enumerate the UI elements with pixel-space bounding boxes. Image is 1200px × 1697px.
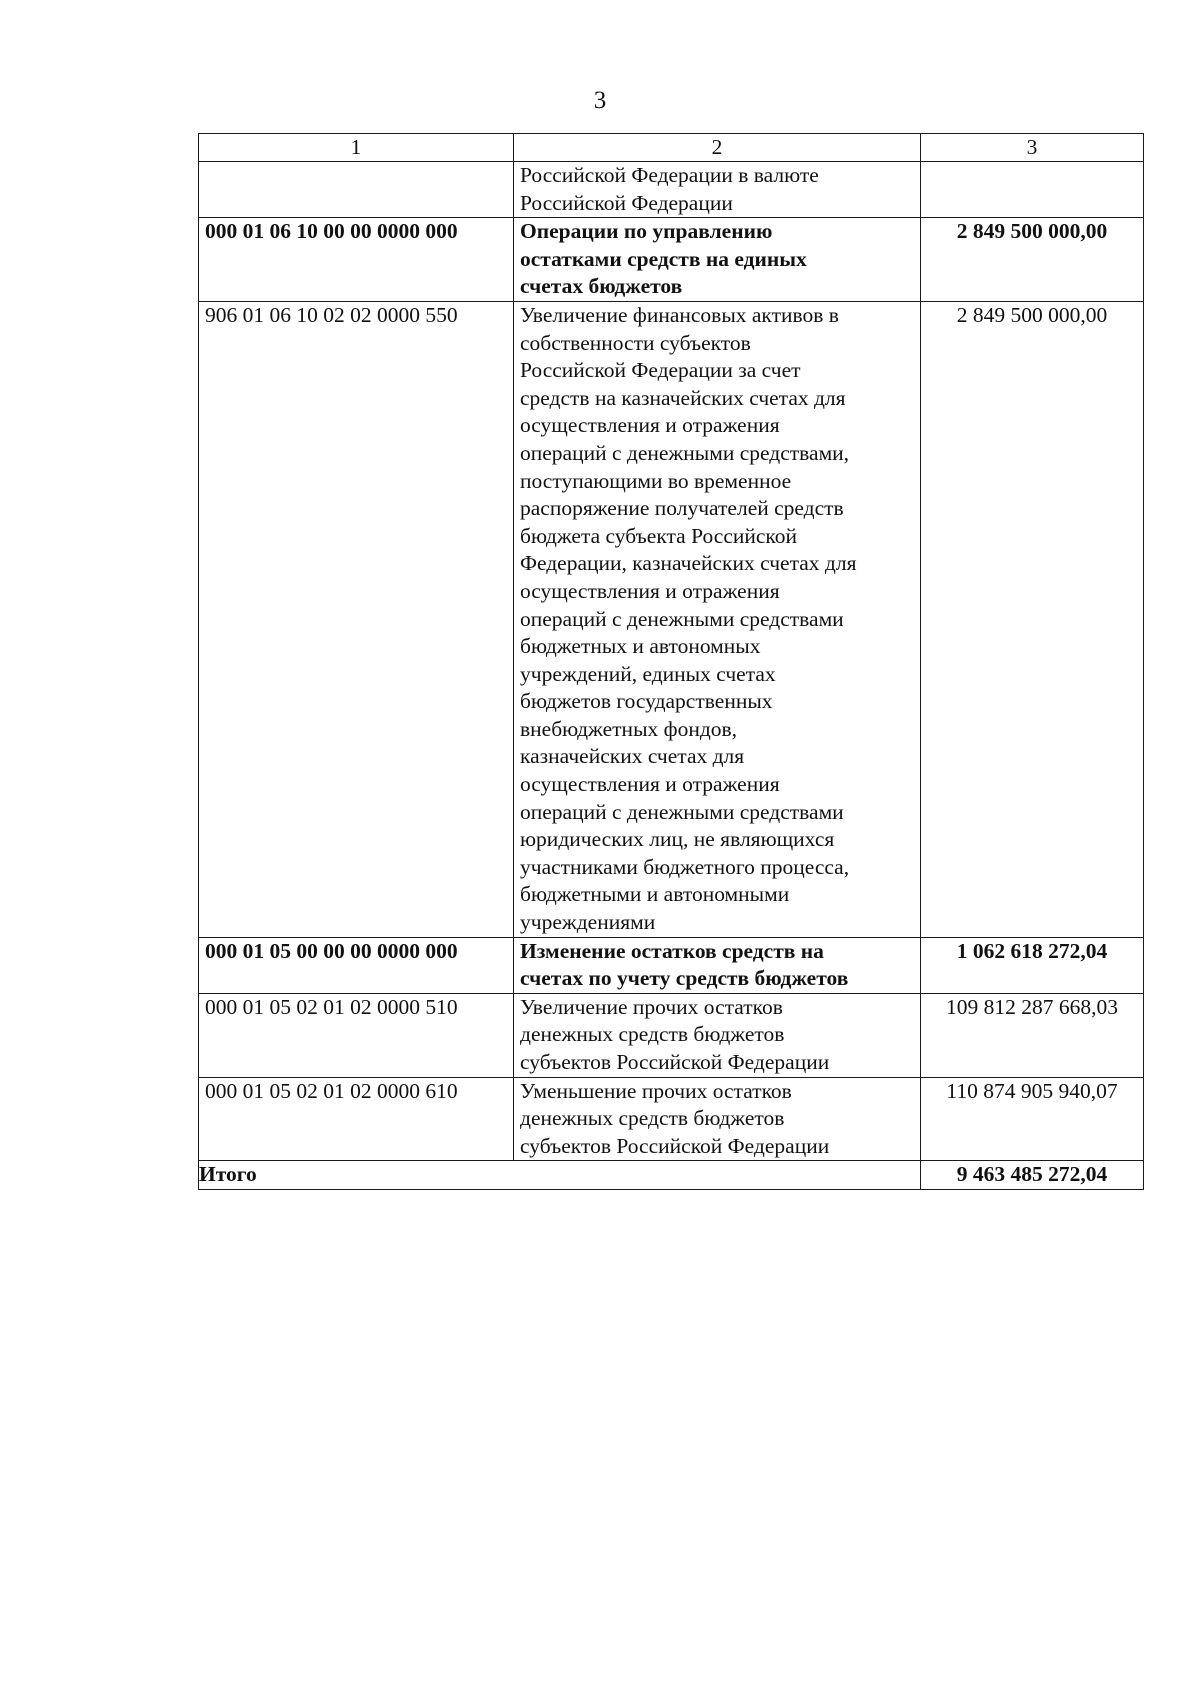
description-line: операций с денежными средствами xyxy=(520,799,844,824)
description-line: денежных средств бюджетов xyxy=(520,1022,785,1047)
code-cell: 000 01 05 02 01 02 0000 610 xyxy=(199,1077,514,1161)
description-line: Увеличение финансовых активов в xyxy=(520,302,839,327)
description-line: осуществления и отражения xyxy=(520,578,780,603)
description-line: остатками средств на единых xyxy=(520,246,807,271)
budget-sources-table xyxy=(198,133,1144,1190)
table-row xyxy=(199,1077,1144,1161)
description-line: учреждений, единых счетах xyxy=(520,661,776,686)
description-line: субъектов Российской Федерации xyxy=(520,1133,830,1158)
description-line: осуществления и отражения xyxy=(520,772,780,797)
amount-cell: 110 874 905 940,07 xyxy=(921,1077,1144,1161)
description-line: операций с денежными средствами xyxy=(520,606,844,631)
header-cell-2: 2 xyxy=(514,134,921,162)
description-line: операций с денежными средствами, xyxy=(520,440,850,465)
code-cell: 000 01 05 02 01 02 0000 510 xyxy=(199,993,514,1077)
description-line: Российской Федерации в валюте xyxy=(520,163,819,187)
total-row xyxy=(199,1161,1144,1190)
table-row xyxy=(199,937,1144,993)
amount-cell: 2 849 500 000,00 xyxy=(921,218,1144,302)
description-line: субъектов Российской Федерации xyxy=(520,1050,830,1074)
code-cell: 000 01 05 00 00 00 0000 000 xyxy=(199,937,514,993)
description-line: Российской Федерации xyxy=(520,190,733,215)
description-line: бюджетов государственных xyxy=(520,689,773,714)
continuation-description-cell xyxy=(514,162,921,218)
description-line: счетах бюджетов xyxy=(520,274,683,299)
header-cell-1: 1 xyxy=(199,134,514,162)
description-line: бюджетными и автономными xyxy=(520,882,790,907)
description-cell xyxy=(514,301,921,937)
header-cell-3: 3 xyxy=(921,134,1144,162)
table-row xyxy=(199,993,1144,1077)
amount-cell: 1 062 618 272,04 xyxy=(921,937,1144,993)
description-line: Увеличение прочих остатков xyxy=(520,994,783,1019)
description-cell xyxy=(514,937,921,993)
description-cell xyxy=(514,993,921,1077)
description-line: счетах по учету средств бюджетов xyxy=(520,966,849,991)
description-line: распоряжение получателей средств xyxy=(520,496,844,521)
code-cell: 906 01 06 10 02 02 0000 550 xyxy=(199,301,514,937)
description-line: внебюджетных фондов, xyxy=(520,716,738,741)
continuation-code-cell xyxy=(199,162,514,218)
description-cell xyxy=(514,218,921,302)
description-line: собственности субъектов xyxy=(520,330,751,355)
total-label: Итого xyxy=(199,1161,921,1190)
table-row xyxy=(199,218,1144,302)
continuation-row xyxy=(199,162,1144,218)
description-line: учреждениями xyxy=(520,910,656,935)
description-line: участниками бюджетного процесса, xyxy=(520,854,850,879)
description-cell xyxy=(514,1077,921,1161)
description-line: Российской Федерации за счет xyxy=(520,358,801,383)
description-line: денежных средств бюджетов xyxy=(520,1106,785,1131)
description-line: средств на казначейских счетах для xyxy=(520,385,846,410)
description-line: казначейских счетах для xyxy=(520,744,745,769)
description-line: Операции по управлению xyxy=(520,219,773,244)
continuation-amount-cell xyxy=(921,162,1144,218)
table-header-row xyxy=(199,134,1144,162)
code-cell: 000 01 06 10 00 00 0000 000 xyxy=(199,218,514,302)
page-number: 3 xyxy=(593,87,607,114)
description-line: Изменение остатков средств на xyxy=(520,938,824,963)
description-line: юридических лиц, не являющихся xyxy=(520,827,835,852)
amount-cell: 2 849 500 000,00 xyxy=(921,301,1144,937)
table-row xyxy=(199,301,1144,937)
description-line: бюджета субъекта Российской xyxy=(520,523,798,548)
total-amount: 9 463 485 272,04 xyxy=(921,1161,1144,1190)
description-line: осуществления и отражения xyxy=(520,413,780,438)
description-line: Уменьшение прочих остатков xyxy=(520,1078,792,1103)
amount-cell: 109 812 287 668,03 xyxy=(921,993,1144,1077)
description-line: Федерации, казначейских счетах для xyxy=(520,551,857,576)
description-line: поступающими во временное xyxy=(520,468,792,493)
description-line: бюджетных и автономных xyxy=(520,634,761,659)
